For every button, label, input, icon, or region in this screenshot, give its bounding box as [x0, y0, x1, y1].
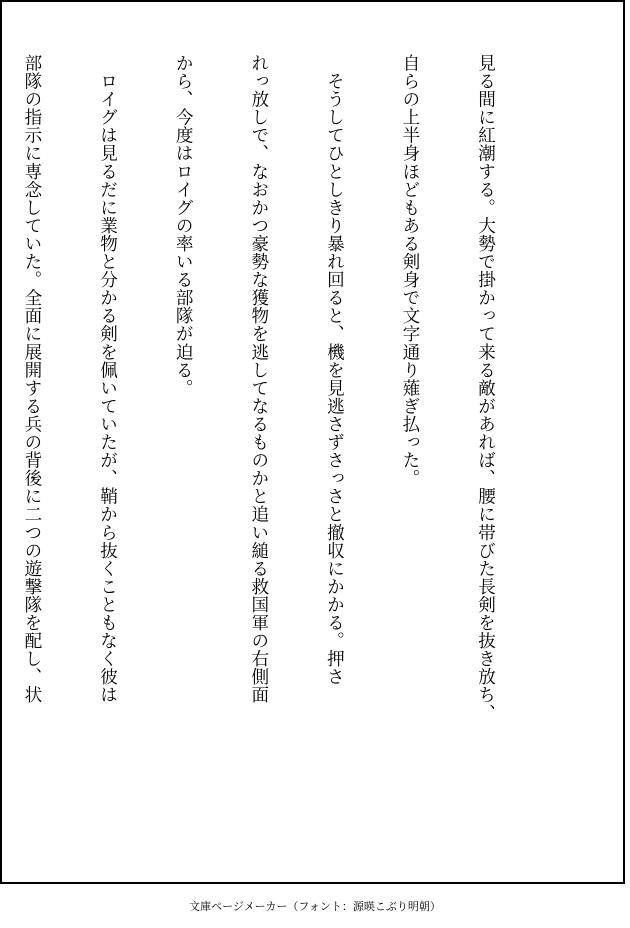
text-line: から、今度はロイグの率いる部隊が迫る。: [173, 54, 194, 397]
text-line: 見る間に紅潮する。大勢で掛かって来る敵があれば、腰に帯びた長剣を抜き放ち、: [475, 54, 496, 722]
text-line: そうしてひとしきり暴れ回ると、機を見逃さずさっさと撤収にかかる。押さ: [324, 54, 345, 686]
text-line: ロイグは見るだに業物と分かる剣を佩いていたが、鞘から抜くこともなく彼は: [97, 54, 118, 704]
vertical-text-body: [21, 54, 548, 794]
text-line: れっ放しで、なおかつ豪勢な獲物を逃してなるものかと追い縋る救国軍の右側面: [248, 54, 269, 704]
text-line: 部隊の指示に専念していた。全面に展開する兵の背後に二つの遊撃隊を配し、状: [21, 54, 42, 704]
text-line: 自らの上半身ほどもある剣身で文字通り薙ぎ払った。: [399, 54, 420, 488]
footer-caption: 文庫ページメーカー（フォント：源暎こぶり明朝）: [189, 900, 441, 913]
